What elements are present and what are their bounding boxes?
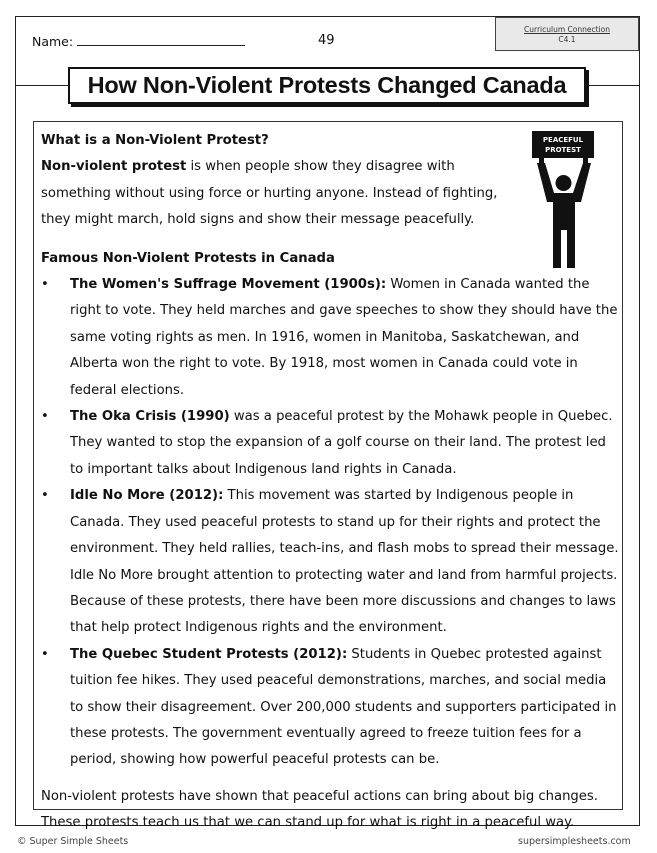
- list-item-title: The Oka Crisis (1990): [70, 409, 230, 425]
- list-item-title: The Quebec Student Protests (2012):: [70, 646, 348, 662]
- list-item-text: This movement was started by Indigenous people in Canada. They used peaceful protests to stand up for their rights and protect the environment. They held rallies, teach-ins, and flash mobs to spread their message. Idle No More brought attention to protecting water and land from harmful projects. Because of these protests, there have been more discussions and changes to laws that help protect Indigenous rights and the environment.: [70, 488, 619, 636]
- list-item: [41, 272, 621, 404]
- page-number: 49: [318, 33, 335, 48]
- name-blank-line[interactable]: [77, 33, 245, 46]
- footer-copyright: © Super Simple Sheets: [17, 836, 129, 847]
- closing-paragraph: Non-violent protests have shown that peaceful actions can bring about big changes. These protests teach us that we can stand up for what is right in a peaceful way.: [41, 788, 598, 831]
- curriculum-code: C4.1: [558, 35, 576, 44]
- page-title: How Non-Violent Protests Changed Canada: [87, 72, 567, 98]
- intro-text: is when people show they disagree with something without using force or hurting anyone. Instead of fighting, they might march, hold signs and show their message peacefully.: [41, 159, 498, 228]
- bullet: •: [41, 488, 49, 504]
- name-field: [32, 33, 245, 49]
- list-item-text: Students in Quebec protested against tuition fee hikes. They used peaceful demonstrations, marches, and social media to show their disagreement. Over 200,000 students and supporters participated in these protests. The government eventually agreed to freeze tuition fees for a period, showing how powerful peaceful protests can be.: [70, 646, 617, 768]
- list-item-text: was a peaceful protest by the Mohawk people in Quebec. They wanted to stop the expansion of a golf course on their land. The protest led to important talks about Indigenous land rights in Canada.: [70, 409, 613, 477]
- article-content: [41, 128, 621, 837]
- sign-text-line1: PEACEFUL: [542, 136, 584, 144]
- bullet: •: [41, 646, 49, 662]
- list-item-title: Idle No More (2012):: [70, 488, 224, 504]
- footer-website[interactable]: supersimplesheets.com: [518, 836, 631, 847]
- famous-heading: Famous Non-Violent Protests in Canada: [41, 250, 335, 266]
- list-item-title: The Women's Suffrage Movement (1900s):: [70, 277, 387, 293]
- bullet: •: [41, 409, 49, 425]
- title-box: [68, 67, 586, 104]
- bullet: •: [41, 277, 49, 293]
- curriculum-connection-box: [495, 17, 639, 51]
- curriculum-connection-label: Curriculum Connection: [524, 25, 610, 34]
- protest-list: [41, 272, 621, 774]
- list-item: [41, 404, 621, 483]
- name-label: Name:: [32, 34, 74, 49]
- sign-text-line2: PROTEST: [545, 146, 581, 154]
- intro-term: Non-violent protest: [41, 159, 187, 175]
- list-item: [41, 483, 621, 641]
- intro-heading: What is a Non-Violent Protest?: [41, 133, 269, 148]
- list-item-text: Women in Canada wanted the right to vote. They held marches and gave speeches to show they should have the same voting rights as men. In 1916, women in Manitoba, Saskatchewan, and Alberta won the right to vote. By 1918, most women in Canada could vote in federal elections.: [70, 277, 618, 398]
- list-item: [41, 642, 621, 774]
- intro-paragraph: [41, 154, 516, 233]
